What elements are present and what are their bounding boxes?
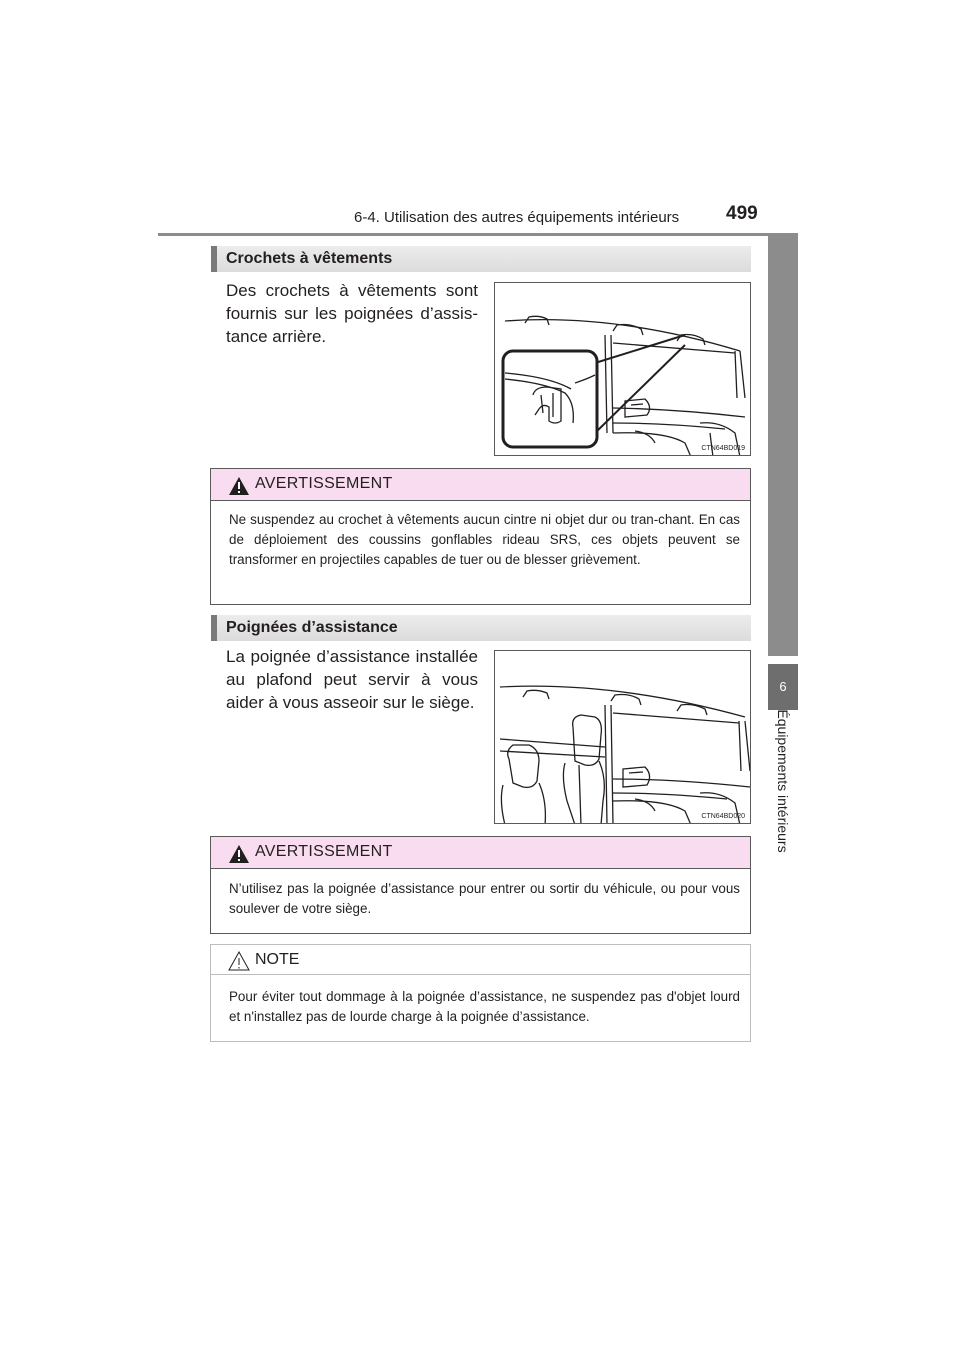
- figure-code: CTN64BD019: [701, 445, 745, 452]
- page-header: [158, 200, 798, 236]
- warning-title-bar: [211, 837, 750, 869]
- assist-grips-description: La poignée d’assistance installée au plafond peut servir à vous aider à vous asseoir sur le siège.: [226, 647, 478, 712]
- clothes-hooks-description: Des crochets à vêtements sont fournis sur les poignées d’assis-tance arrière.: [226, 281, 478, 346]
- chapter-number-box: [768, 664, 798, 710]
- clothes-hook-illustration: [494, 282, 751, 456]
- section-heading-text: Crochets à vêtements: [226, 250, 393, 267]
- note-title: NOTE: [255, 951, 300, 968]
- warning-icon: [229, 477, 249, 495]
- car-interior-hook-drawing: [495, 283, 751, 456]
- chapter-number: 6: [779, 679, 787, 694]
- note-box: [210, 944, 751, 1042]
- warning-title: AVERTISSEMENT: [255, 843, 393, 860]
- page-number: 499: [726, 203, 758, 224]
- warning-text: N’utilisez pas la poignée d’assistance pour entrer ou sortir du véhicule, ou pour vous soulever de votre siège.: [229, 881, 740, 916]
- section-heading-assist-grips: [211, 615, 751, 641]
- chapter-tab-bar: [768, 236, 798, 656]
- warning-text: Ne suspendez au crochet à vêtements aucun cintre ni objet dur ou tran-chant. En cas de déploiement des coussins gonflables rideau SRS, ces objets peuvent se transformer en projectiles capables de tuer ou de blesser grièvement.: [229, 512, 740, 567]
- section-heading-clothes-hooks: [211, 246, 751, 272]
- caution-outline-icon: [228, 951, 250, 971]
- car-interior-grip-drawing: [495, 651, 751, 824]
- warning-box-assist-grips: [210, 836, 751, 934]
- warning-box-clothes-hooks: [210, 468, 751, 605]
- section-title: 6-4. Utilisation des autres équipements intérieurs: [354, 209, 680, 226]
- warning-icon: [229, 845, 249, 863]
- figure-code: CTN64BD020: [701, 813, 745, 820]
- note-text: Pour éviter tout dommage à la poignée d’assistance, ne suspendez pas d'objet lourd et n'installez pas de lourde charge à la poignée d’assistance.: [229, 989, 740, 1024]
- note-title-bar: [211, 945, 750, 975]
- chapter-label: Équipements intérieurs: [775, 709, 791, 853]
- warning-title: AVERTISSEMENT: [255, 475, 393, 492]
- section-heading-text: Poignées d’assistance: [226, 619, 398, 636]
- assist-grip-illustration: [494, 650, 751, 824]
- chapter-tab: [768, 236, 798, 926]
- warning-title-bar: [211, 469, 750, 501]
